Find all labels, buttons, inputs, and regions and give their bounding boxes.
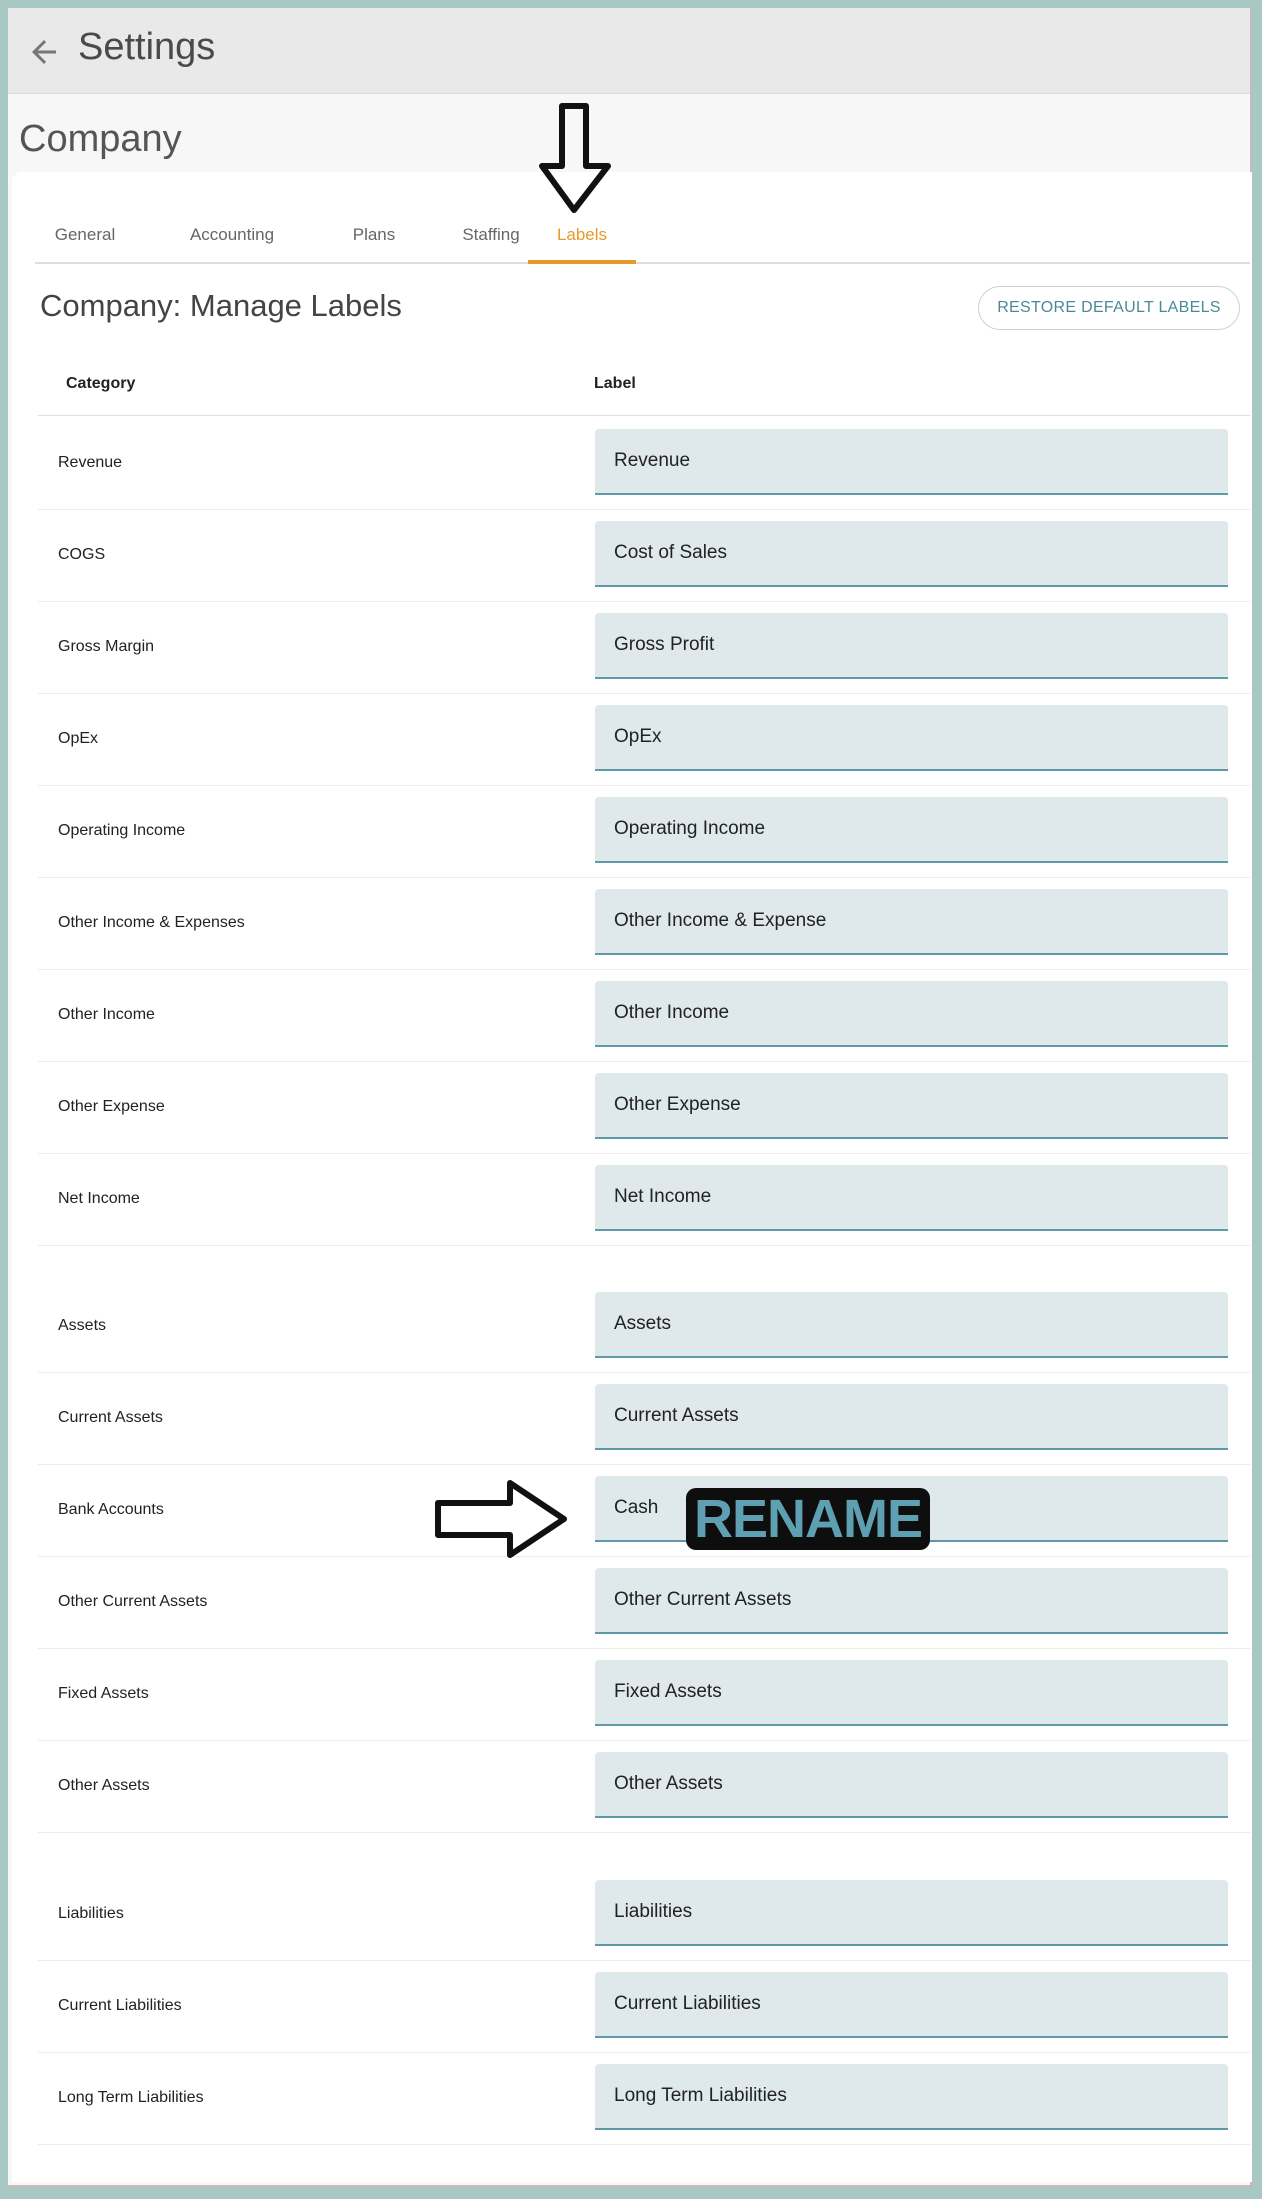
label-input[interactable] xyxy=(595,2064,1228,2128)
tab-bar xyxy=(35,212,1250,264)
category-label: Other Current Assets xyxy=(58,1593,208,1610)
table-row xyxy=(38,1061,1250,1154)
header-title: Settings xyxy=(78,26,216,68)
label-field xyxy=(595,981,1228,1047)
category-label: Other Income & Expenses xyxy=(58,914,245,931)
label-input[interactable] xyxy=(595,1073,1228,1137)
label-input[interactable] xyxy=(595,1384,1228,1448)
label-input[interactable] xyxy=(595,521,1228,585)
category-label: Liabilities xyxy=(58,1905,124,1922)
tab-general[interactable]: General xyxy=(54,225,116,244)
category-label: Revenue xyxy=(58,454,123,471)
label-input[interactable] xyxy=(595,1165,1228,1229)
label-field xyxy=(595,797,1228,863)
label-input[interactable] xyxy=(595,797,1228,861)
table-row xyxy=(38,1280,1250,1373)
rename-annotation: RENAME xyxy=(686,1488,930,1550)
table-row xyxy=(38,417,1250,510)
category-label: COGS xyxy=(58,546,106,563)
label-field xyxy=(595,1972,1228,2038)
table-row xyxy=(38,1464,1250,1557)
table-row xyxy=(38,1960,1250,2053)
table-row xyxy=(38,785,1250,878)
label-input[interactable] xyxy=(595,889,1228,953)
category-label: Bank Accounts xyxy=(58,1501,164,1518)
label-field xyxy=(595,1073,1228,1139)
tab-labels[interactable]: Labels xyxy=(528,212,636,264)
label-input[interactable] xyxy=(595,1972,1228,2036)
label-field xyxy=(595,1384,1228,1450)
category-label: Long Term Liabilities xyxy=(58,2089,204,2106)
category-label: Assets xyxy=(58,1317,107,1334)
label-field xyxy=(595,2064,1228,2130)
header-divider xyxy=(38,415,1250,416)
label-field xyxy=(595,705,1228,771)
column-header-category: Category xyxy=(66,375,136,392)
table-row xyxy=(38,969,1250,1062)
category-label: Other Expense xyxy=(58,1098,165,1115)
category-label: Gross Margin xyxy=(58,638,155,655)
label-field xyxy=(595,1880,1228,1946)
table-row xyxy=(38,877,1250,970)
table-row xyxy=(38,1740,1250,1833)
arrow-right-icon xyxy=(432,1477,572,1561)
label-field xyxy=(595,521,1228,587)
arrow-down-icon xyxy=(536,100,616,215)
category-label: Fixed Assets xyxy=(58,1685,149,1702)
table-row xyxy=(38,1556,1250,1649)
label-input[interactable] xyxy=(595,613,1228,677)
label-input[interactable] xyxy=(595,1660,1228,1724)
label-input[interactable] xyxy=(595,1752,1228,1816)
label-field xyxy=(595,1165,1228,1231)
category-label: Operating Income xyxy=(58,822,186,839)
category-label: Current Assets xyxy=(58,1409,163,1426)
table-row xyxy=(38,693,1250,786)
label-input[interactable] xyxy=(595,1880,1228,1944)
category-label: OpEx xyxy=(58,730,99,747)
arrow-left-icon[interactable] xyxy=(26,34,62,70)
tab-accounting[interactable]: Accounting xyxy=(189,225,275,244)
label-field xyxy=(595,429,1228,495)
section-title: Company: Manage Labels xyxy=(40,288,402,323)
label-input[interactable] xyxy=(595,1292,1228,1356)
label-field xyxy=(595,889,1228,955)
label-field xyxy=(595,1292,1228,1358)
category-label: Current Liabilities xyxy=(58,1997,182,2014)
label-field xyxy=(595,1568,1228,1634)
label-input[interactable] xyxy=(595,1568,1228,1632)
label-input[interactable] xyxy=(595,981,1228,1045)
app-header xyxy=(8,8,1250,94)
column-header-label: Label xyxy=(594,375,636,392)
category-label: Net Income xyxy=(58,1190,140,1207)
table-row xyxy=(38,509,1250,602)
tab-plans[interactable]: Plans xyxy=(352,225,396,244)
table-row xyxy=(38,1372,1250,1465)
restore-default-labels-button[interactable]: RESTORE DEFAULT LABELS xyxy=(978,286,1240,330)
table-row xyxy=(38,1868,1250,1961)
label-field xyxy=(595,1752,1228,1818)
table-row xyxy=(38,601,1250,694)
table-row xyxy=(38,1648,1250,1741)
table-row xyxy=(38,2052,1250,2145)
label-input[interactable] xyxy=(595,705,1228,769)
tab-staffing[interactable]: Staffing xyxy=(462,225,520,244)
table-row xyxy=(38,1153,1250,1246)
label-field xyxy=(595,1660,1228,1726)
page-title: Company xyxy=(19,118,182,160)
category-label: Other Income xyxy=(58,1006,155,1023)
label-input[interactable] xyxy=(595,429,1228,493)
category-label: Other Assets xyxy=(58,1777,150,1794)
label-field xyxy=(595,613,1228,679)
